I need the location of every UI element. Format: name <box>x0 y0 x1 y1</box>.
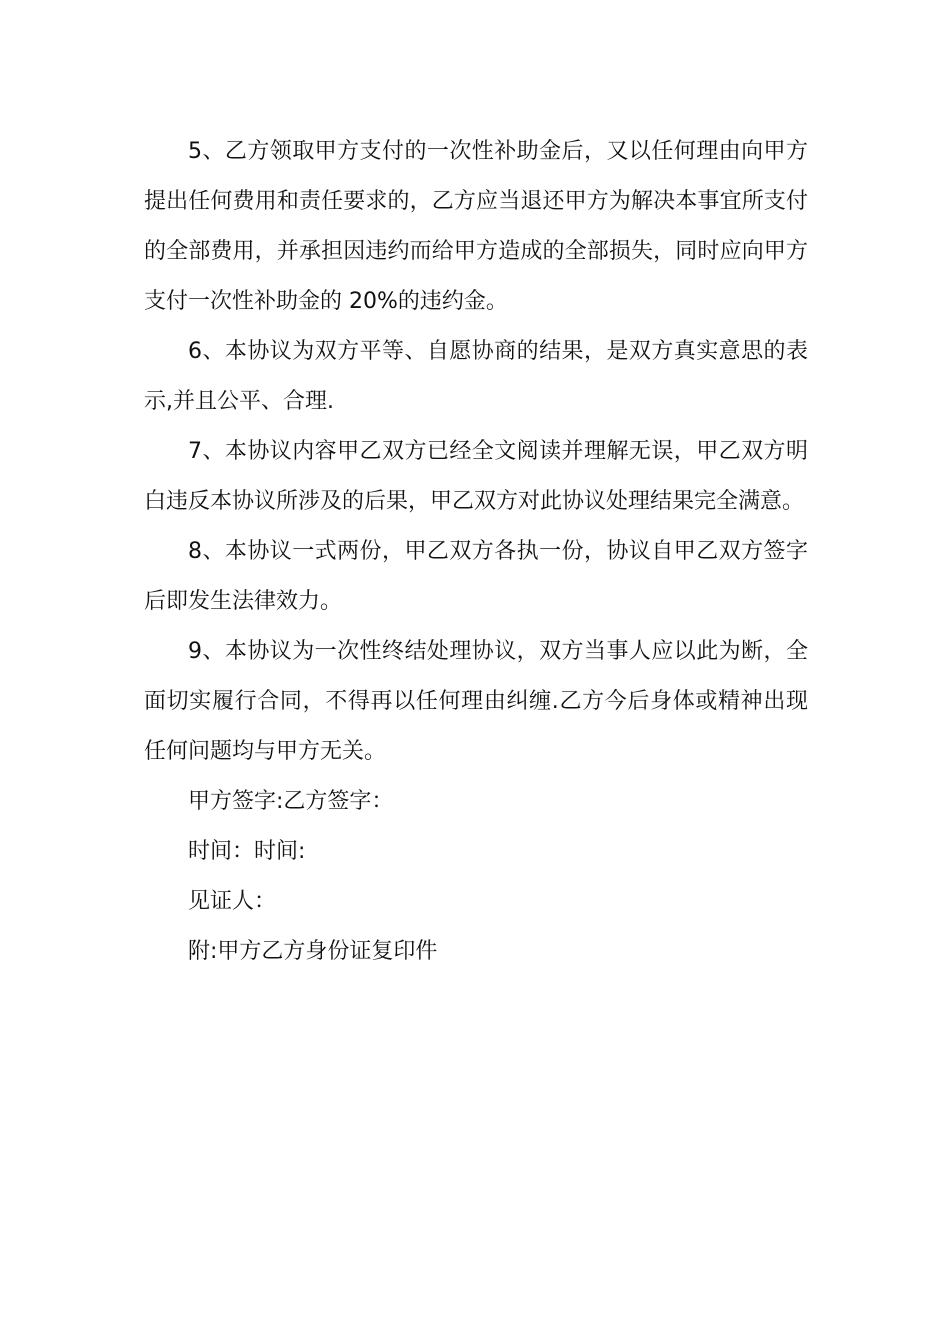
signature-line: 甲方签字:乙方签字： <box>188 789 394 814</box>
clause-8: 8、本协议一式两份，甲乙双方各执一份，协议自甲乙双方签字后即发生法律效力。 <box>144 539 808 614</box>
time-line: 时间：时间: <box>188 839 306 864</box>
clause-7: 7、本协议内容甲乙双方已经全文阅读并理解无误，甲乙双方明白违反本协议所涉及的后果，甲乙双方对此协议处理结果完全满意。 <box>144 439 808 514</box>
clause-6: 6、本协议为双方平等、自愿协商的结果，是双方真实意思的表示,并且公平、合理. <box>144 339 808 414</box>
document-page <box>144 127 808 977</box>
clause-5: 5、乙方领取甲方支付的一次性补助金后，又以任何理由向甲方提出任何费用和责任要求的，乙方应当退还甲方为解决本事宜所支付的全部费用，并承担因违约而给甲方造成的全部损失，同时应向甲方支付一次性补助金的 20%的违约金。 <box>144 139 808 314</box>
clause-9: 9、本协议为一次性终结处理协议，双方当事人应以此为断，全面切实履行合同，不得再以任何理由纠缠.乙方今后身体或精神出现任何问题均与甲方无关。 <box>144 639 808 764</box>
attachment-line: 附:甲方乙方身份证复印件 <box>188 939 438 964</box>
witness-line: 见证人： <box>188 889 277 914</box>
